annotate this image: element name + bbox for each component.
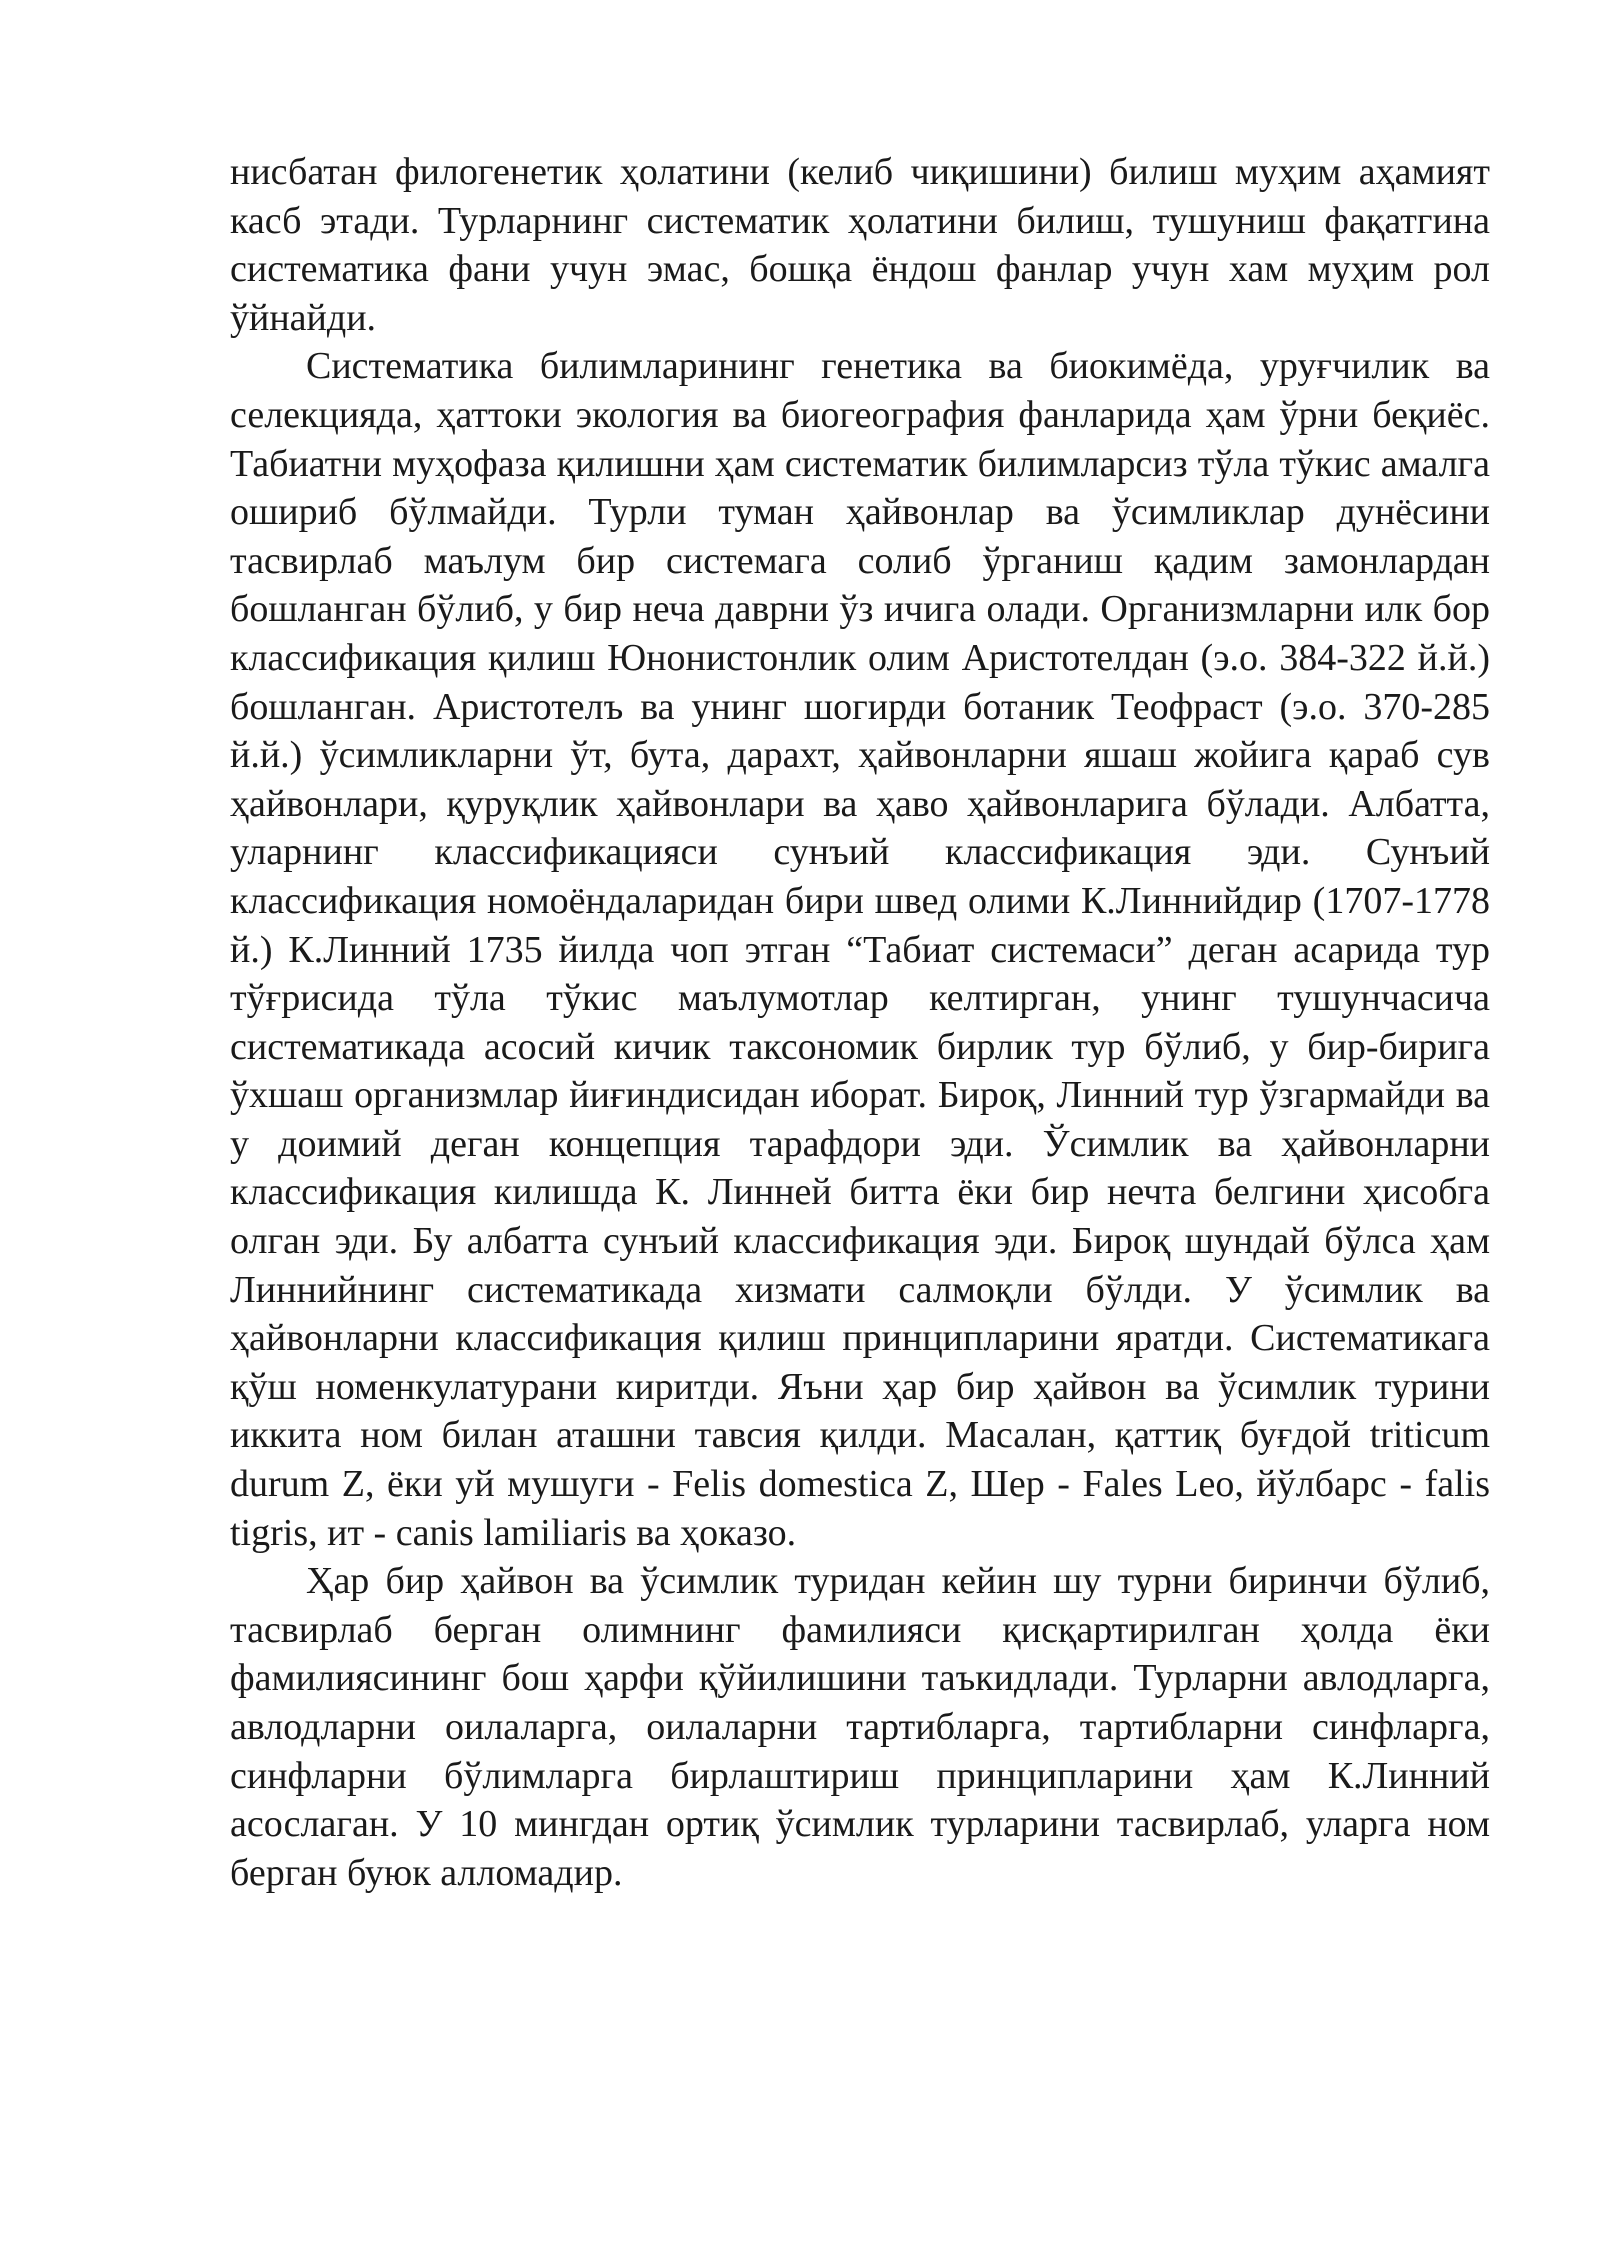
paragraph-3: Ҳар бир ҳайвон ва ўсимлик туридан кейин шу турни биринчи бўлиб, тасвирлаб берган олимнинг фамилияси қисқартирилган ҳолда ёки фамилиясининг бош ҳарфи қўйилишини таъкидлади. Турларни авлодларга, авлодларни оилаларга, оилаларни тартибларга, тартибларни синфларга, синфларни бўлимларга бирлаштириш принципларини ҳам К.Линний асослаган. У 10 мингдан ортиқ ўсимлик турларини тасвирлаб, уларга ном берган буюк алломадир. — [230, 1560, 1490, 1894]
paragraph-2: Систематика билимларининг генетика ва биокимёда, уруғчилик ва селекцияда, ҳаттоки экология ва биогеография фанларида ҳам ўрни беқиёс. Табиатни муҳофаза қилишни ҳам систематик билимларсиз тўла тўкис амалга ошириб бўлмайди. Турли туман ҳайвонлар ва ўсимликлар дунёсини тасвирлаб маълум бир системага солиб ўрганиш қадим замонлардан бошланган бўлиб, у бир неча даврни ўз ичига олади. Организмларни илк бор классификация қилиш Юнонистонлик олим Аристотелдан (э.о. 384-322 й.й.) бошланган. Аристотелъ ва унинг шогирди ботаник Теофраст (э.о. 370-285 й.й.) ўсимликларни ўт, бута, дарахт, ҳайвонларни яшаш жойига қараб сув ҳайвонлари, қуруқлик ҳайвонлари ва ҳаво ҳайвонларига бўлади. Албатта, уларнинг классификацияси сунъий классификация эди. Сунъий классификация номоёндаларидан бири швед олими К.Линнийдир (1707-1778 й.) К.Линний 1735 йилда чоп этган “Табиат системаси” деган асарида тур тўғрисида тўла тўкис маълумотлар келтирган, унинг тушунчасича систематикада асосий кичик таксономик бирлик тур бўлиб, у бир-бирига ўхшаш организмлар йиғиндисидан иборат. Бироқ, Линний тур ўзгармайди ва у доимий деган концепция тарафдори эди. Ўсимлик ва ҳайвонларни классификация килишда К. Линней битта ёки бир нечта белгини ҳисобга олган эди. Бу албатта сунъий классификация эди. Бироқ шундай бўлса ҳам Линнийнинг систематикада хизмати салмоқли бўлди. У ўсимлик ва ҳайвонларни классификация қилиш принципларини яратди. Систематикага қўш номенкулатурани киритди. Яъни ҳар бир ҳайвон ва ўсимлик турини иккита ном билан аташни тавсия қилди. Масалан, қаттиқ буғдой triticum durum Z, ёки уй мушуги - Felis domestica Z, Шер - Fales Leo, йўлбарс - falis tigris, ит - canis lamiliaris ва ҳоказо. — [230, 345, 1490, 1554]
document-page — [230, 148, 1490, 1897]
paragraph-1: нисбатан филогенетик ҳолатини (келиб чиқишини) билиш муҳим аҳамият касб этади. Турларнинг систематик ҳолатини билиш, тушуниш фақатгина систематика фани учун эмас, бошқа ёндош фанлар учун хам муҳим рол ўйнайди. — [230, 151, 1490, 339]
